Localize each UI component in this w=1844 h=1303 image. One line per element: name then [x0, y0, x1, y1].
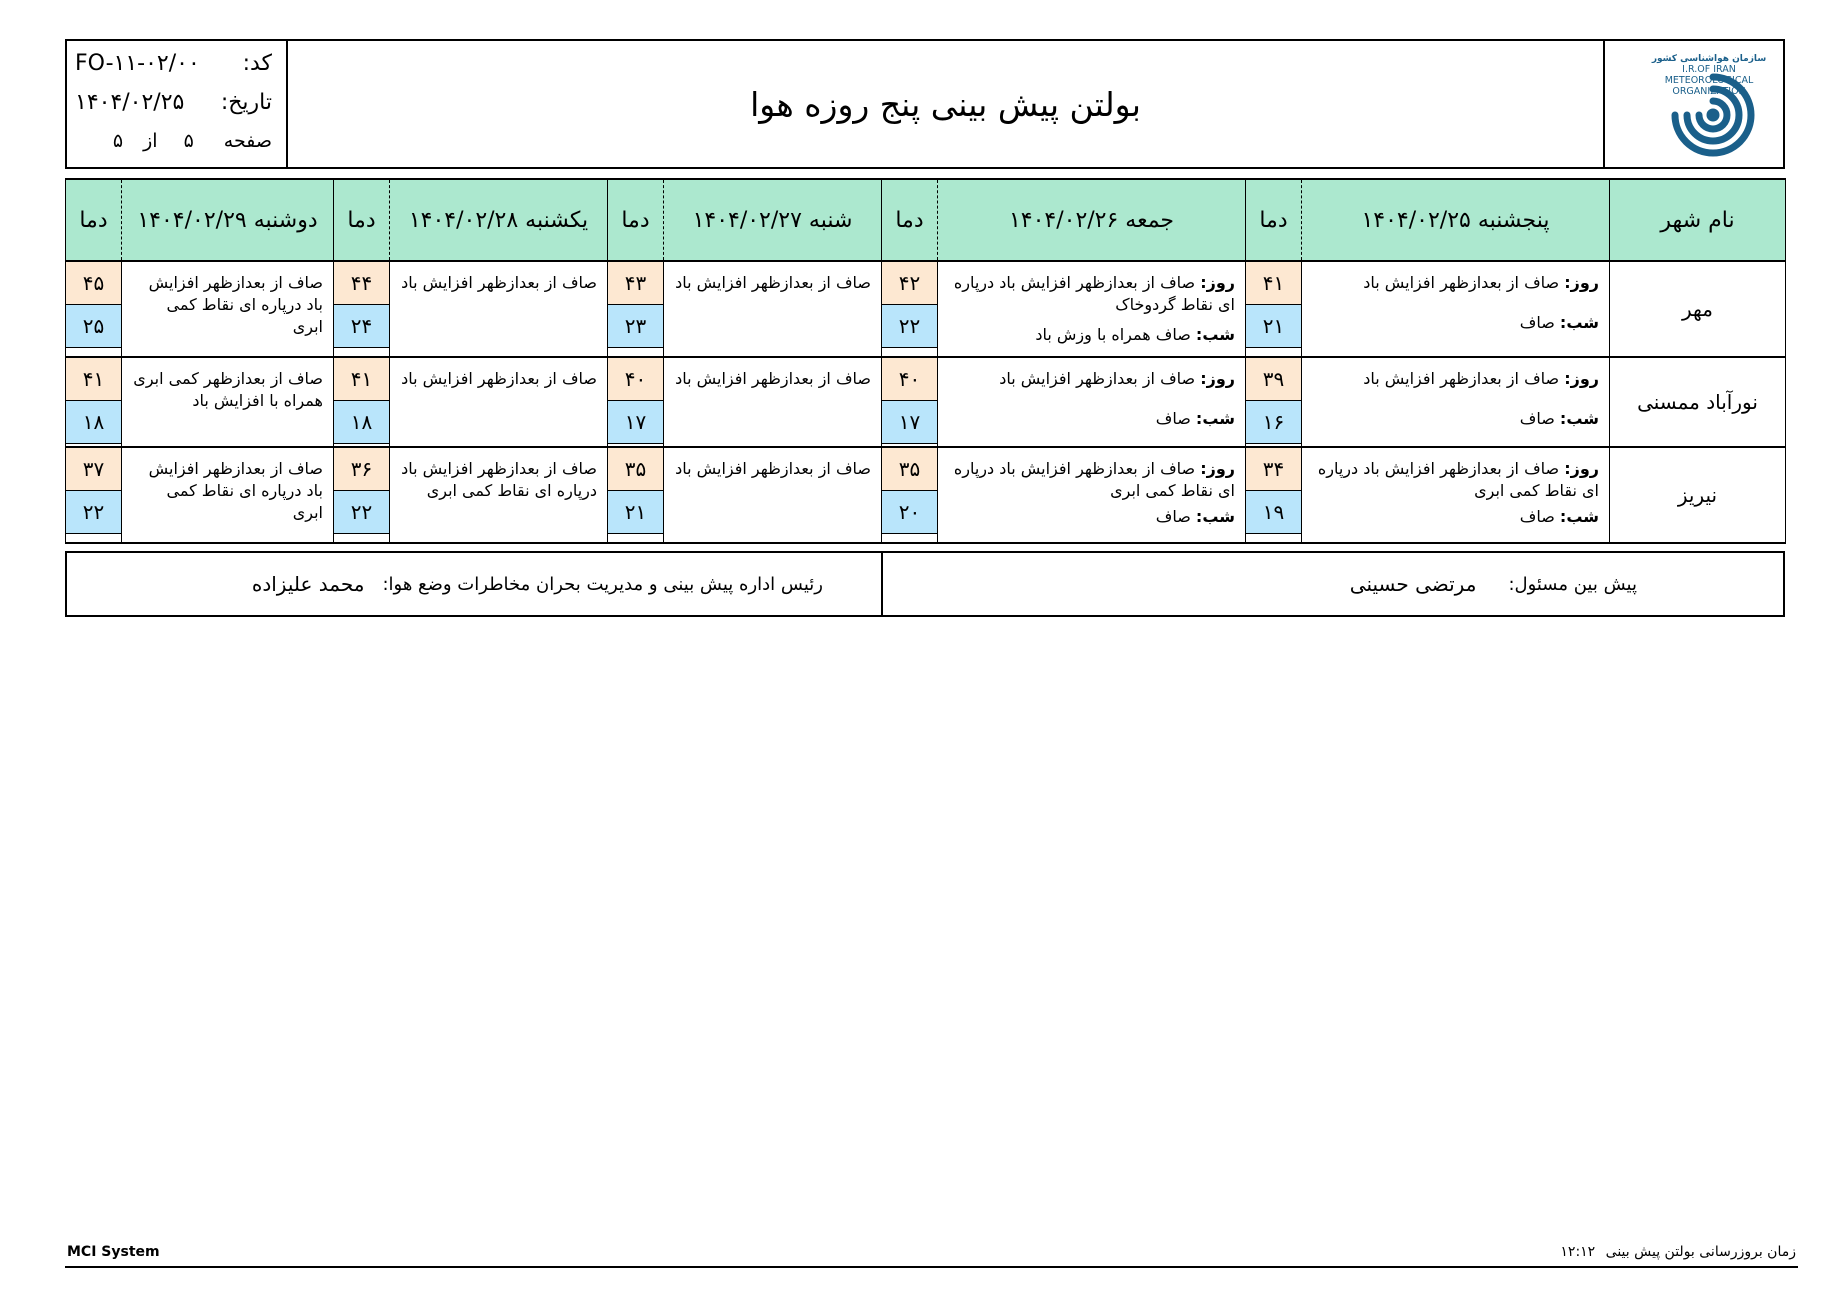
forecast-text: صاف از بعدازظهر افزایش باد	[401, 273, 597, 292]
max-temp: ۴۳	[608, 262, 663, 305]
head-name: محمد علیزاده	[251, 572, 365, 596]
day-forecast: صاف از بعدازظهر افزایش باد	[1363, 273, 1560, 292]
night-label: شب:	[1559, 313, 1599, 332]
forecast-cell	[664, 357, 882, 447]
temp-cell	[334, 261, 390, 357]
forecast-cell	[664, 447, 882, 543]
forecast-text: صاف از بعدازظهر افزایش باد درپاره ای نقاط کمی ابری	[401, 459, 597, 500]
forecast-text: صاف از بعدازظهر افزایش باد	[401, 369, 597, 388]
max-temp: ۴۵	[66, 262, 121, 305]
min-temp: ۲۳	[608, 305, 663, 348]
page-of: از	[143, 130, 158, 152]
date-label: تاریخ:	[220, 90, 272, 115]
day-forecast: صاف از بعدازظهر افزایش باد درپاره ای نقاط کمی ابری	[953, 459, 1235, 500]
night-label: شب:	[1195, 325, 1235, 344]
day-forecast: صاف از بعدازظهر افزایش باد	[999, 369, 1196, 388]
temp-cell	[608, 357, 664, 447]
page-row	[75, 130, 272, 152]
code-value: FO-۱۱-۰۲/۰۰	[75, 51, 200, 76]
day-label: روز:	[1200, 369, 1235, 388]
max-temp: ۳۵	[608, 448, 663, 491]
min-temp: ۲۰	[882, 491, 937, 534]
page-total: ۵	[112, 130, 124, 152]
table-row	[66, 261, 1786, 357]
temp-header-4: دما	[334, 179, 390, 261]
forecast-cell	[938, 447, 1246, 543]
night-forecast: صاف	[1519, 507, 1555, 526]
table-row	[66, 357, 1786, 447]
day-forecast: صاف از بعدازظهر افزایش باد	[1363, 369, 1560, 388]
forecast-cell	[1302, 357, 1610, 447]
system-name: MCI System	[67, 1244, 160, 1260]
forecast-cell	[390, 447, 608, 543]
forecast-cell	[1302, 261, 1610, 357]
day-label: روز:	[1564, 273, 1599, 292]
logo-text-en-3: ORGANIZATION	[1672, 86, 1746, 97]
forecast-text: صاف از بعدازظهر افزایش باد	[675, 369, 871, 388]
max-temp: ۴۴	[334, 262, 389, 305]
forecast-text: صاف از بعدازظهر افزایش باد	[675, 273, 871, 292]
bulletin-header	[65, 39, 1785, 169]
night-forecast: صاف	[1519, 409, 1555, 428]
max-temp: ۴۱	[66, 358, 121, 401]
city-name: نورآباد ممسنی	[1610, 357, 1786, 447]
day-forecast: صاف از بعدازظهر افزایش باد درپاره ای نقاط گردوخاک	[953, 273, 1235, 314]
footer-divider	[65, 1266, 1798, 1268]
max-temp: ۳۵	[882, 448, 937, 491]
day-header-5: دوشنبه ۱۴۰۴/۰۲/۲۹	[122, 179, 334, 261]
meteorological-organization-logo	[1605, 41, 1781, 167]
max-temp: ۴۲	[882, 262, 937, 305]
forecast-cell	[938, 261, 1246, 357]
forecast-cell	[390, 261, 608, 357]
head-signature	[67, 553, 883, 615]
forecast-text: صاف از بعدازظهر کمی ابری همراه با افزایش باد	[133, 369, 323, 410]
page-title: بولتن پیش بینی پنج روزه هوا	[750, 84, 1141, 124]
min-temp: ۱۸	[334, 401, 389, 444]
night-label: شب:	[1195, 507, 1235, 526]
day-forecast: صاف از بعدازظهر افزایش باد درپاره ای نقاط کمی ابری	[1317, 459, 1599, 500]
night-forecast: صاف	[1155, 409, 1191, 428]
day-header-3: شنبه ۱۴۰۴/۰۲/۲۷	[664, 179, 882, 261]
day-header-2: جمعه ۱۴۰۴/۰۲/۲۶	[938, 179, 1246, 261]
temp-header-1: دما	[1246, 179, 1302, 261]
city-name: نیریز	[1610, 447, 1786, 543]
min-temp: ۱۷	[608, 401, 663, 444]
temp-cell	[882, 261, 938, 357]
min-temp: ۲۵	[66, 305, 121, 348]
max-temp: ۴۰	[608, 358, 663, 401]
forecast-table	[65, 178, 1786, 544]
code-label: کد:	[242, 51, 272, 76]
min-temp: ۱۷	[882, 401, 937, 444]
temp-cell	[608, 447, 664, 543]
forecast-cell	[122, 357, 334, 447]
temp-cell	[882, 357, 938, 447]
update-time: ۱۲:۱۲	[1560, 1244, 1596, 1260]
temp-cell	[334, 447, 390, 543]
max-temp: ۴۱	[1246, 262, 1301, 305]
table-row	[66, 447, 1786, 543]
min-temp: ۱۸	[66, 401, 121, 444]
day-label: روز:	[1200, 459, 1235, 478]
temp-cell	[608, 261, 664, 357]
temp-cell	[882, 447, 938, 543]
temp-cell	[334, 357, 390, 447]
night-label: شب:	[1195, 409, 1235, 428]
forecast-text: صاف از بعدازظهر افزایش باد درپاره ای نقاط کمی ابری	[148, 273, 323, 336]
night-forecast: صاف	[1519, 313, 1555, 332]
city-header: نام شهر	[1610, 179, 1786, 261]
page-label: صفحه	[223, 130, 272, 152]
day-header-4: یکشنبه ۱۴۰۴/۰۲/۲۸	[390, 179, 608, 261]
temp-header-2: دما	[882, 179, 938, 261]
forecast-cell	[938, 357, 1246, 447]
night-label: شب:	[1559, 507, 1599, 526]
date-value: ۱۴۰۴/۰۲/۲۵	[75, 90, 185, 115]
temp-cell	[1246, 447, 1302, 543]
forecast-cell	[1302, 447, 1610, 543]
logo-text-en-1: I.R.OF IRAN	[1682, 64, 1736, 75]
forecaster-label: پیش بین مسئول:	[1508, 573, 1637, 595]
day-label: روز:	[1564, 459, 1599, 478]
signature-box	[65, 551, 1785, 617]
date-row	[75, 90, 272, 115]
day-label: روز:	[1200, 273, 1235, 292]
min-temp: ۱۶	[1246, 401, 1301, 444]
min-temp: ۲۲	[66, 491, 121, 534]
forecast-cell	[664, 261, 882, 357]
temp-cell	[66, 447, 122, 543]
temp-header-5: دما	[66, 179, 122, 261]
min-temp: ۲۱	[608, 491, 663, 534]
forecast-cell	[390, 357, 608, 447]
min-temp: ۱۹	[1246, 491, 1301, 534]
max-temp: ۳۹	[1246, 358, 1301, 401]
table-header-row	[66, 179, 1786, 261]
max-temp: ۳۶	[334, 448, 389, 491]
forecaster-name: مرتضی حسینی	[1349, 572, 1477, 596]
code-row	[75, 51, 272, 76]
temp-cell	[1246, 357, 1302, 447]
temp-cell	[66, 261, 122, 357]
temp-cell	[1246, 261, 1302, 357]
max-temp: ۳۷	[66, 448, 121, 491]
logo-text-fa: سازمان هواشناسی کشور	[1651, 54, 1767, 64]
night-forecast: صاف همراه با وزش باد	[1035, 325, 1191, 344]
document-meta	[67, 41, 288, 167]
update-info	[1560, 1244, 1796, 1260]
max-temp: ۳۴	[1246, 448, 1301, 491]
forecaster-signature	[881, 553, 1783, 615]
max-temp: ۴۰	[882, 358, 937, 401]
logo-area	[1603, 41, 1783, 167]
page-current: ۵	[183, 130, 194, 152]
head-label: رئیس اداره پیش بینی و مدیریت بحران مخاطرات وضع هوا:	[382, 573, 823, 595]
forecast-cell	[122, 447, 334, 543]
update-label: زمان بروزرسانی بولتن پیش بینی	[1605, 1244, 1796, 1260]
day-label: روز:	[1564, 369, 1599, 388]
night-forecast: صاف	[1155, 507, 1191, 526]
temp-cell	[66, 357, 122, 447]
temp-header-3: دما	[608, 179, 664, 261]
min-temp: ۲۱	[1246, 305, 1301, 348]
night-label: شب:	[1559, 409, 1599, 428]
forecast-text: صاف از بعدازظهر افزایش باد درپاره ای نقاط کمی ابری	[148, 459, 323, 522]
max-temp: ۴۱	[334, 358, 389, 401]
min-temp: ۲۴	[334, 305, 389, 348]
day-header-1: پنجشنبه ۱۴۰۴/۰۲/۲۵	[1302, 179, 1610, 261]
min-temp: ۲۲	[334, 491, 389, 534]
min-temp: ۲۲	[882, 305, 937, 348]
city-name: مهر	[1610, 261, 1786, 357]
forecast-text: صاف از بعدازظهر افزایش باد	[675, 459, 871, 478]
forecast-cell	[122, 261, 334, 357]
logo-text-en-2: METEOROLOGICAL	[1664, 75, 1754, 86]
